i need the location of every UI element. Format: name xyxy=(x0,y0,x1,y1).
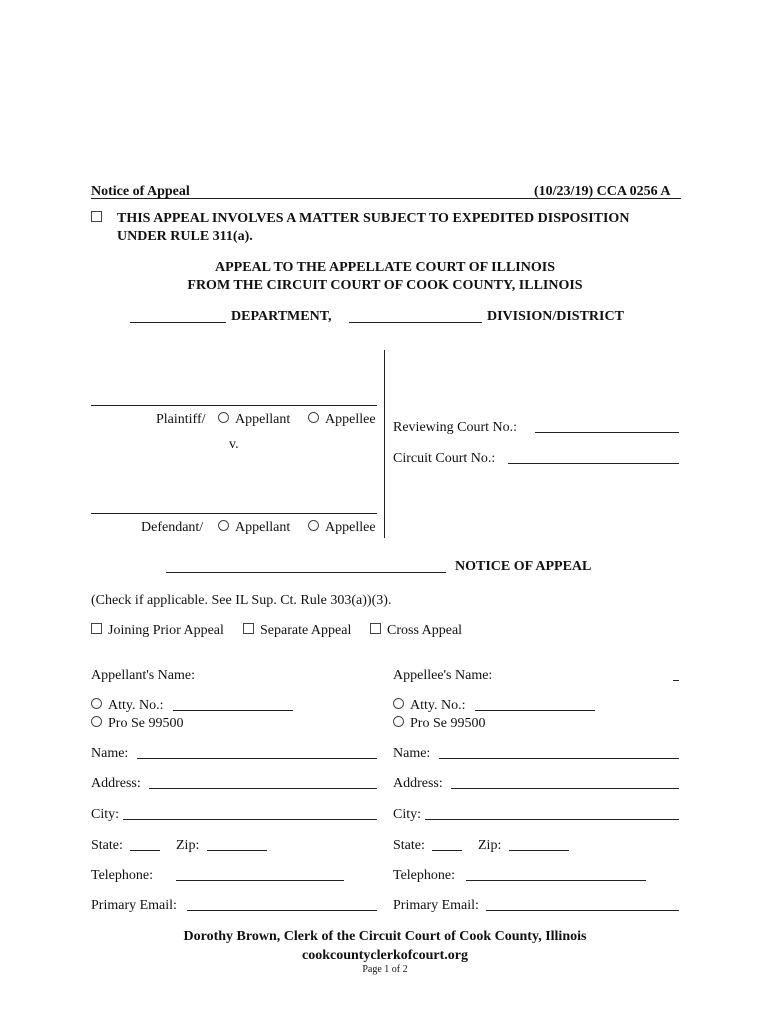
check-note: (Check if applicable. See IL Sup. Ct. Rule 303(a))(3). xyxy=(91,593,392,608)
expedited-checkbox[interactable] xyxy=(91,211,108,227)
defendant-appellee-option[interactable] xyxy=(308,520,376,536)
radio-icon xyxy=(308,520,319,531)
appellee-city-field[interactable] xyxy=(425,819,679,820)
court-heading-line1: APPEAL TO THE APPELLATE COURT OF ILLINOIS xyxy=(214,260,555,275)
defendant-name-field[interactable] xyxy=(91,513,377,514)
radio-icon xyxy=(218,412,229,423)
clerk-website: cookcountyclerkofcourt.org xyxy=(301,948,469,963)
appellant-email-field[interactable] xyxy=(187,910,377,911)
department-field[interactable] xyxy=(130,322,226,323)
appellant-telephone-label: Telephone: xyxy=(91,868,153,883)
court-heading-line2: FROM THE CIRCUIT COURT OF COOK COUNTY, ILLINOIS xyxy=(187,278,583,293)
appellee-name-label: Appellee's Name: xyxy=(393,668,493,683)
checkbox-icon xyxy=(370,623,381,634)
option-label: Atty. No.: xyxy=(410,698,466,713)
option-label: Appellee xyxy=(325,412,376,427)
option-label: Appellee xyxy=(325,520,376,535)
appellee-pro-se-option[interactable] xyxy=(393,716,485,732)
notice-prefix-field[interactable] xyxy=(166,572,446,573)
appellee-zip-field[interactable] xyxy=(509,850,569,851)
reviewing-court-no-label: Reviewing Court No.: xyxy=(393,420,518,435)
appellee-city-label: City: xyxy=(393,807,422,822)
appellee-email-label: Primary Email: xyxy=(393,898,479,913)
circuit-court-no-field[interactable] xyxy=(508,463,679,464)
option-label: Joining Prior Appeal xyxy=(108,623,224,638)
appellee-telephone-field[interactable] xyxy=(466,880,646,881)
plaintiff-label: Plaintiff/ xyxy=(156,412,206,427)
option-label: Pro Se 99500 xyxy=(108,716,184,731)
appellee-name-field[interactable] xyxy=(439,758,679,759)
form-code: (10/23/19) CCA 0256 A xyxy=(534,184,671,199)
radio-icon xyxy=(393,716,404,727)
defendant-label: Defendant/ xyxy=(141,520,204,535)
appellant-name-field-label: Name: xyxy=(91,746,129,761)
checkbox-icon xyxy=(91,211,102,222)
appellant-address-field[interactable] xyxy=(149,788,377,789)
appellant-name-field[interactable] xyxy=(137,758,377,759)
appellant-state-field[interactable] xyxy=(130,850,160,851)
radio-icon xyxy=(393,698,404,709)
appellee-state-field[interactable] xyxy=(432,850,462,851)
appellant-city-field[interactable] xyxy=(123,819,377,820)
versus-label: v. xyxy=(229,437,239,452)
appellant-zip-label: Zip: xyxy=(176,838,200,853)
notice-title: NOTICE OF APPEAL xyxy=(455,559,592,574)
checkbox-icon xyxy=(243,623,254,634)
cross-appeal-checkbox[interactable] xyxy=(370,623,462,639)
appellant-telephone-field[interactable] xyxy=(176,880,344,881)
radio-icon xyxy=(308,412,319,423)
appellant-state-label: State: xyxy=(91,838,123,853)
appellant-pro-se-option[interactable] xyxy=(91,716,183,732)
appellant-email-label: Primary Email: xyxy=(91,898,177,913)
appellant-atty-option[interactable] xyxy=(91,698,163,714)
caption-divider xyxy=(384,350,385,538)
form-title: Notice of Appeal xyxy=(91,184,190,199)
appellee-name-field-label: Name: xyxy=(393,746,431,761)
plaintiff-appellee-option[interactable] xyxy=(308,412,376,428)
plaintiff-appellant-option[interactable] xyxy=(218,412,290,428)
checkbox-icon xyxy=(91,623,102,634)
expedited-line1: THIS APPEAL INVOLVES A MATTER SUBJECT TO EXPEDITED DISPOSITION xyxy=(117,211,630,226)
circuit-court-no-label: Circuit Court No.: xyxy=(393,451,496,466)
joining-prior-appeal-checkbox[interactable] xyxy=(91,623,224,639)
appellee-address-label: Address: xyxy=(393,776,443,791)
expedited-line2: UNDER RULE 311(a). xyxy=(117,229,253,244)
radio-icon xyxy=(91,716,102,727)
appellee-address-field[interactable] xyxy=(451,788,679,789)
reviewing-court-no-field[interactable] xyxy=(535,432,679,433)
option-label: Cross Appeal xyxy=(387,623,463,638)
option-label: Appellant xyxy=(235,412,291,427)
option-label: Pro Se 99500 xyxy=(410,716,486,731)
appellee-atty-option[interactable] xyxy=(393,698,465,714)
page-number: Page 1 of 2 xyxy=(362,964,408,975)
radio-icon xyxy=(218,520,229,531)
separate-appeal-checkbox[interactable] xyxy=(243,623,351,639)
appellee-name-field[interactable] xyxy=(673,680,679,681)
appellee-atty-no-field[interactable] xyxy=(475,710,595,711)
radio-icon xyxy=(91,698,102,709)
appellee-email-field[interactable] xyxy=(486,910,679,911)
appellant-city-label: City: xyxy=(91,807,120,822)
option-label: Separate Appeal xyxy=(260,623,352,638)
header-rule xyxy=(91,198,681,199)
option-label: Appellant xyxy=(235,520,291,535)
division-label: DIVISION/DISTRICT xyxy=(487,309,624,324)
appellee-zip-label: Zip: xyxy=(478,838,502,853)
plaintiff-name-field[interactable] xyxy=(91,405,377,406)
appellant-name-label: Appellant's Name: xyxy=(91,668,195,683)
clerk-line: Dorothy Brown, Clerk of the Circuit Court of Cook County, Illinois xyxy=(183,929,587,944)
option-label: Atty. No.: xyxy=(108,698,164,713)
division-field[interactable] xyxy=(349,322,482,323)
appellant-zip-field[interactable] xyxy=(207,850,267,851)
department-label: DEPARTMENT, xyxy=(231,309,332,324)
defendant-appellant-option[interactable] xyxy=(218,520,290,536)
appellant-atty-no-field[interactable] xyxy=(173,710,293,711)
appellee-telephone-label: Telephone: xyxy=(393,868,455,883)
appellee-state-label: State: xyxy=(393,838,425,853)
appellant-address-label: Address: xyxy=(91,776,141,791)
